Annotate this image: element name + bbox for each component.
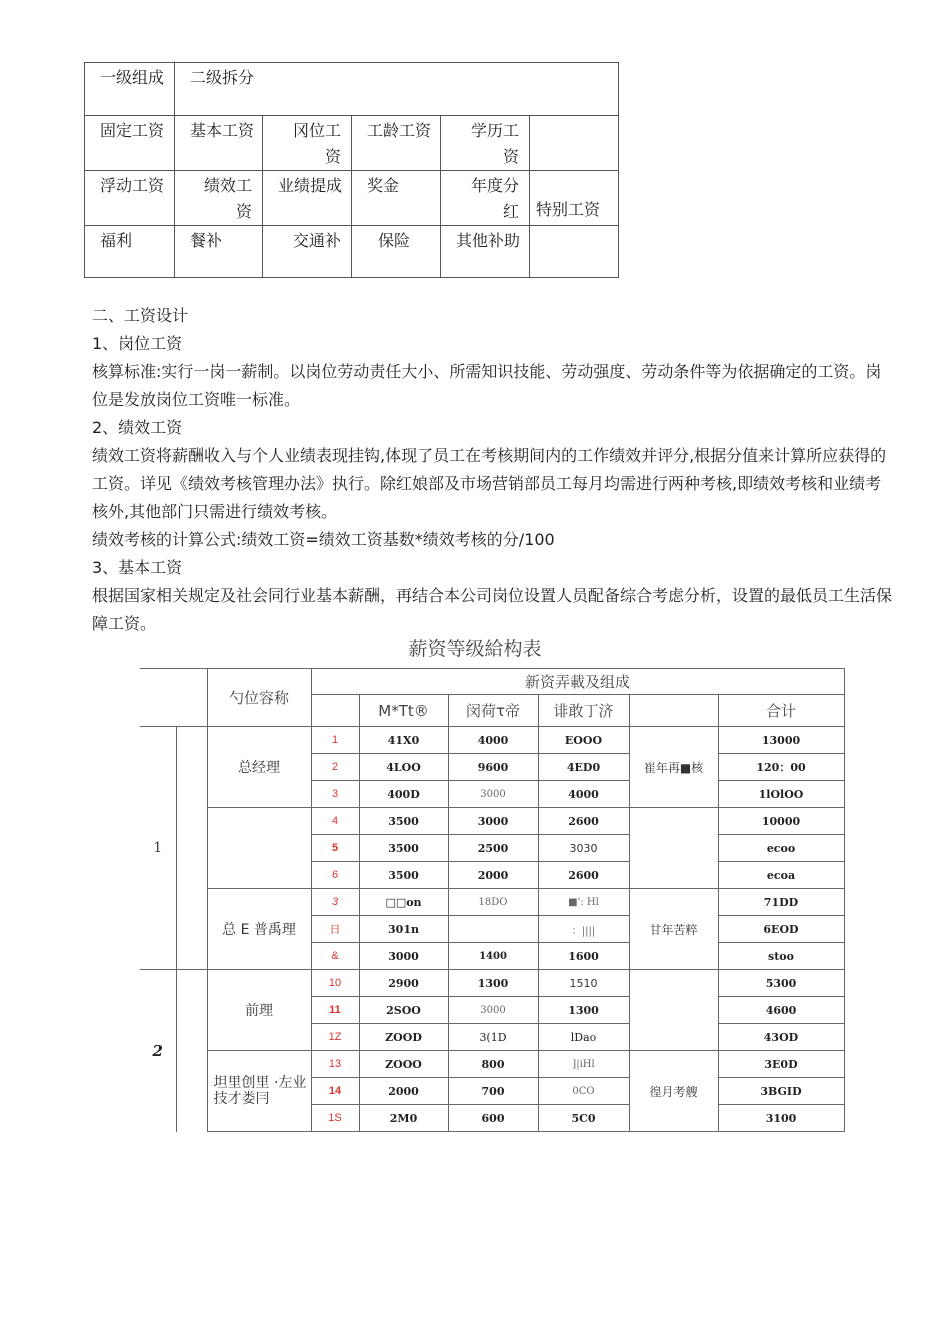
- cell-value: 3030: [538, 835, 629, 862]
- blank-cell: [176, 970, 207, 1132]
- cell-value: 1510: [538, 970, 629, 997]
- table-cell: 特别工资: [530, 171, 619, 226]
- cell-value: 9600: [448, 754, 538, 781]
- table-cell: [530, 116, 619, 171]
- cell-value: □□on: [359, 889, 448, 916]
- position-name: 总经理: [207, 727, 311, 808]
- header-total: 合计: [718, 695, 844, 727]
- blank-cell: [311, 695, 359, 727]
- cell-total: 3BGID: [718, 1078, 844, 1105]
- table-cell: 工龄工资: [352, 116, 441, 171]
- blank-cell: [176, 669, 207, 727]
- header-position: 勺位容称: [207, 669, 311, 727]
- cell-value: 5C0: [538, 1105, 629, 1132]
- cell-value: 301n: [359, 916, 448, 943]
- cell-value: 2000: [359, 1078, 448, 1105]
- blank-cell: [140, 669, 176, 727]
- cell-value: 3500: [359, 835, 448, 862]
- cell-value: 2M0: [359, 1105, 448, 1132]
- cell-value: 1400: [448, 943, 538, 970]
- header-level2: 二级拆分: [175, 63, 619, 116]
- table-row: [140, 669, 844, 695]
- grade-number: &: [311, 943, 359, 970]
- subsection-title: 2、绩效工资: [92, 418, 183, 437]
- cell-value: 4000: [538, 781, 629, 808]
- grade-number: 4: [311, 808, 359, 835]
- table-cell: 绩效工资: [175, 171, 263, 226]
- salary-design-section: [92, 302, 892, 638]
- table-row: [140, 1051, 844, 1078]
- blank-cell: [207, 808, 311, 889]
- position-name: 总 E 普禹理: [207, 889, 311, 970]
- cell-value: ZOOO: [359, 1051, 448, 1078]
- cell-value: 4000: [448, 727, 538, 754]
- cell-value: 3000: [359, 943, 448, 970]
- table-row: [85, 116, 619, 171]
- paragraph: 核算标准:实行一岗一薪制。以岗位劳动责任大小、所需知识技能、劳动强度、劳动条件等为依据确定的工资。岗位是发放岗位工资唯一标准。: [92, 362, 882, 409]
- grade-number: 1Z: [311, 1024, 359, 1051]
- cell-value: ZOOD: [359, 1024, 448, 1051]
- cell-value: ]|iHl: [538, 1051, 629, 1078]
- cell-value: 3000: [448, 997, 538, 1024]
- salary-grade-table: [140, 668, 845, 1132]
- grade-number: 11: [311, 997, 359, 1024]
- cell-value: 2000: [448, 862, 538, 889]
- cell-value: 3500: [359, 862, 448, 889]
- header-col2: 闵荷τ帝: [448, 695, 538, 727]
- header-level1: 一级组成: [85, 63, 175, 116]
- position-name: 坦里创里 ·左业技才娄冃: [207, 1051, 311, 1132]
- assessment-note: 徨月考艘: [629, 1051, 718, 1132]
- cell-total: 6EOD: [718, 916, 844, 943]
- cell-value: EOOO: [538, 727, 629, 754]
- composition-table: [84, 62, 619, 278]
- cell-value: ■': Hl: [538, 889, 629, 916]
- grade-number: 14: [311, 1078, 359, 1105]
- table-cell: 固定工资: [85, 116, 175, 171]
- table-row: [85, 171, 619, 226]
- table-row: [140, 727, 844, 754]
- cell-value: 2500: [448, 835, 538, 862]
- cell-value: lDao: [538, 1024, 629, 1051]
- table-row: [85, 63, 619, 116]
- grade-number: 1S: [311, 1105, 359, 1132]
- header-group: 新资弄載及组成: [311, 669, 844, 695]
- cell-total: 3100: [718, 1105, 844, 1132]
- cell-value: 4ED0: [538, 754, 629, 781]
- cell-value: 700: [448, 1078, 538, 1105]
- grade-number: 3: [311, 781, 359, 808]
- group-label: 2: [140, 970, 176, 1132]
- cell-value: 2600: [538, 862, 629, 889]
- cell-value: 3000: [448, 808, 538, 835]
- cell-value: 2SOO: [359, 997, 448, 1024]
- cell-total: 120：00: [718, 754, 844, 781]
- cell-total: 10000: [718, 808, 844, 835]
- paragraph: 根据国家相关规定及社会同行业基本薪酬，再结合本公司岗位设置人员配备综合考虑分析，设置的最低员工生活保障工资。: [92, 586, 893, 633]
- table-cell: 浮动工资: [85, 171, 175, 226]
- grade-number: 2: [311, 754, 359, 781]
- cell-value: 1300: [538, 997, 629, 1024]
- table-cell: 基本工资: [175, 116, 263, 171]
- table-row: [85, 226, 619, 278]
- table-cell: 交通补: [263, 226, 352, 278]
- cell-value: 18DO: [448, 889, 538, 916]
- cell-value: 3000: [448, 781, 538, 808]
- position-name: 前理: [207, 970, 311, 1051]
- cell-value: 400D: [359, 781, 448, 808]
- blank-cell: [629, 808, 718, 889]
- cell-value: 1300: [448, 970, 538, 997]
- cell-value: 600: [448, 1105, 538, 1132]
- table-row: [140, 970, 844, 997]
- table-cell: 年度分红: [441, 171, 530, 226]
- cell-value: 3500: [359, 808, 448, 835]
- blank-cell: [629, 970, 718, 1051]
- table-row: [140, 889, 844, 916]
- cell-value: [448, 916, 538, 943]
- assessment-note: 崔年再■核: [629, 727, 718, 808]
- cell-value: 3(1D: [448, 1024, 538, 1051]
- cell-value: 2900: [359, 970, 448, 997]
- table-cell: 业绩提成: [263, 171, 352, 226]
- salary-table-title: 薪资等级給构表: [408, 638, 542, 660]
- cell-value: ：||||: [538, 916, 629, 943]
- header-col3: 诽敢丁济: [538, 695, 629, 727]
- grade-number: 6: [311, 862, 359, 889]
- cell-total: stoo: [718, 943, 844, 970]
- table-cell: 奖金: [352, 171, 441, 226]
- grade-number: 日: [311, 916, 359, 943]
- grade-number: 5: [311, 835, 359, 862]
- cell-value: 4LOO: [359, 754, 448, 781]
- section-heading: 二、工资设计: [92, 306, 189, 325]
- table-cell: [530, 226, 619, 278]
- table-cell: 餐补: [175, 226, 263, 278]
- table-cell: 冈位工资: [263, 116, 352, 171]
- cell-total: 13000: [718, 727, 844, 754]
- cell-total: 1lOlOO: [718, 781, 844, 808]
- cell-total: ecoa: [718, 862, 844, 889]
- header-col1: M*Tt®: [359, 695, 448, 727]
- grade-number: 10: [311, 970, 359, 997]
- cell-value: 1600: [538, 943, 629, 970]
- grade-number: 3: [311, 889, 359, 916]
- cell-total: ecoo: [718, 835, 844, 862]
- cell-total: 5300: [718, 970, 844, 997]
- cell-value: 41X0: [359, 727, 448, 754]
- table-cell: 保险: [352, 226, 441, 278]
- cell-value: 0CO: [538, 1078, 629, 1105]
- assessment-note: 甘年苦粹: [629, 889, 718, 970]
- subsection-title: 1、岗位工资: [92, 334, 183, 353]
- blank-cell: [629, 695, 718, 727]
- formula-text: 绩效考核的计算公式:绩效工资=绩效工资基数*绩效考核的分/100: [92, 530, 555, 549]
- grade-number: 1: [311, 727, 359, 754]
- grade-number: 13: [311, 1051, 359, 1078]
- cell-value: 2600: [538, 808, 629, 835]
- table-cell: 其他补助: [441, 226, 530, 278]
- table-cell: 福利: [85, 226, 175, 278]
- cell-total: 4600: [718, 997, 844, 1024]
- paragraph: 绩效工资将薪酬收入与个人业绩表现挂钩,体现了员工在考核期间内的工作绩效并评分,根据分值来计算所应获得的工资。详见《绩效考核管理办法》执行。除红娘部及市场营销部员工每月均需进行两种考核,即绩效考核和业绩考核外,其他部门只需进行绩效考核。: [92, 446, 887, 521]
- cell-value: 800: [448, 1051, 538, 1078]
- table-row: [140, 808, 844, 835]
- table-cell: 学历工资: [441, 116, 530, 171]
- cell-total: 43OD: [718, 1024, 844, 1051]
- cell-total: 3E0D: [718, 1051, 844, 1078]
- subsection-title: 3、基本工资: [92, 558, 183, 577]
- blank-cell: [176, 727, 207, 970]
- cell-total: 71DD: [718, 889, 844, 916]
- group-label: 1: [140, 727, 176, 970]
